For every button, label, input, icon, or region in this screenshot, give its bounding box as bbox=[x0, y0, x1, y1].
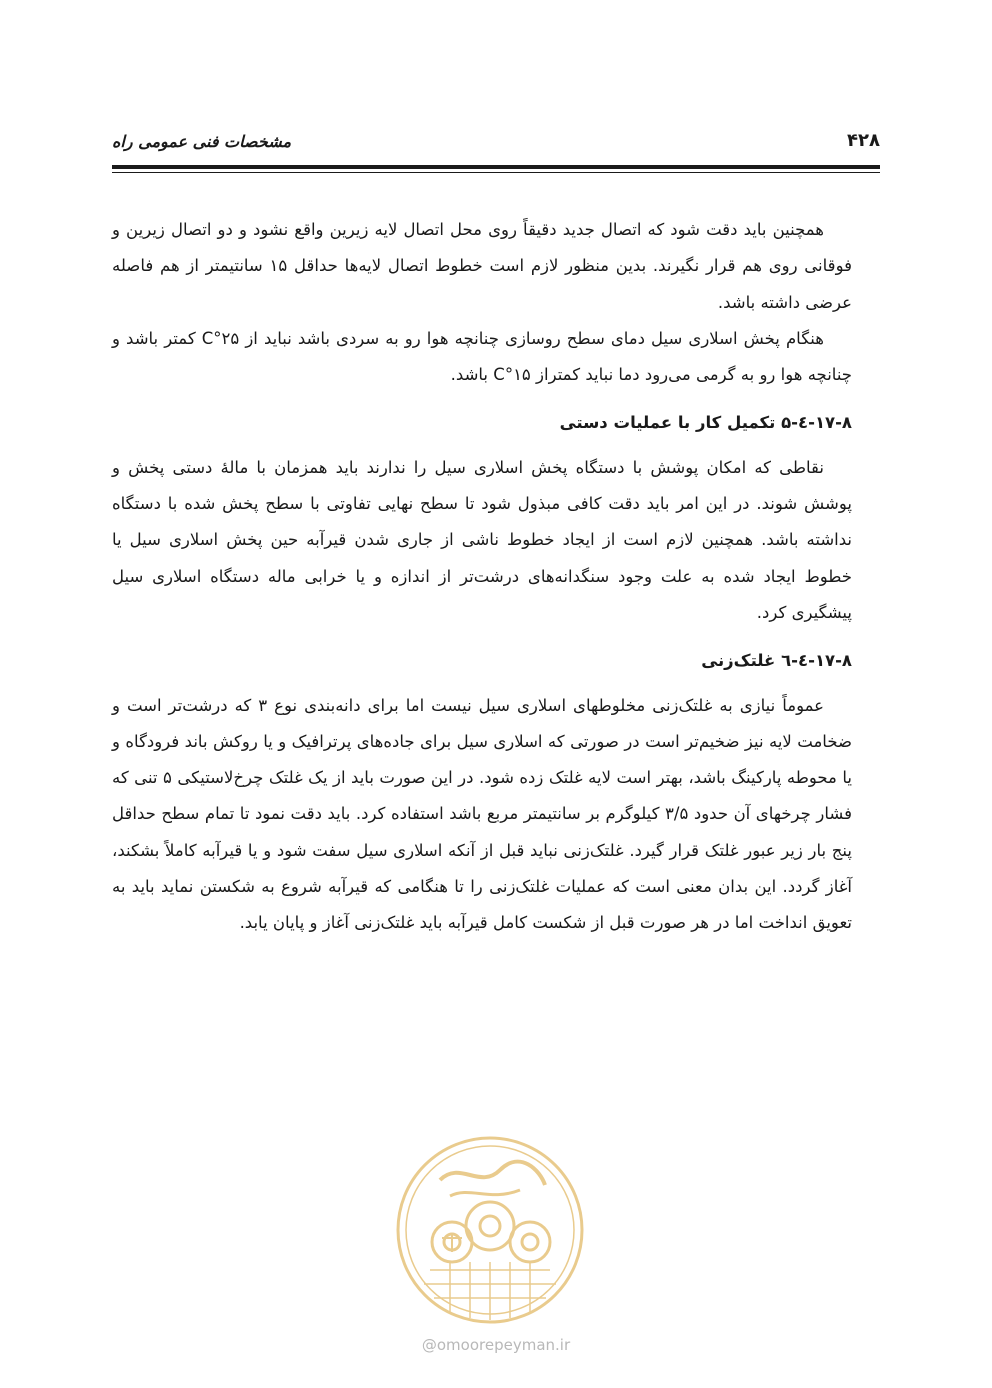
section-heading-manual-finishing: ۱۷-۸-٤-۵ تکمیل کار با عملیات دستی bbox=[559, 413, 852, 433]
page-number: ۴۲۸ bbox=[847, 130, 880, 151]
paragraph-joint-spacing: همچنین باید دقت شود که اتصال جدید دقیقاً روی محل اتصال لایه زیرین واقع نشود و دو اتصال زیرین و فوقانی روی هم قرار نگیرند. بدین منظور لازم است خطوط اتصال لایه‌ها حداقل ۱۵ سانتیمتر از هم فاصله عرضی داشته باشد. bbox=[112, 220, 852, 312]
body-text bbox=[112, 212, 852, 942]
paragraph-temperature: هنگام پخش اسلاری سیل دمای سطح روسازی چنانچه هوا رو به سردی باشد نباید از ۲۵°C کمتر باشد و چنانچه هوا رو به گرمی می‌رود دما نباید کمتراز ۱۵°C باشد. bbox=[112, 328, 852, 385]
book-title: مشخصات فنی عمومی راه bbox=[112, 132, 292, 151]
header-rule-thin bbox=[112, 172, 880, 173]
section-heading-rolling: ۱۷-۸-٤-٦ غلتک‌زنی bbox=[701, 651, 852, 671]
paragraph-manual-finishing: نقاطی که امکان پوشش با دستگاه پخش اسلاری سیل را ندارند باید همزمان با مالهٔ دستی پخش و پوشش شوند. در این امر باید دقت کافی مبذول شود تا سطح نهایی تفاوتی با سطح پخش شده با دستگاه نداشته باشد. همچنین لازم است از ایجاد خطوط ناشی از جاری شدن قیرآبه حین پخش اسلاری سیل یا خطوط ایجاد شده به علت وجود سنگدانه‌های درشت‌تر از اندازه و یا خرابی ماله دستگاه اسلاری سیل پیشگیری کرد. bbox=[112, 457, 852, 622]
watermark-logo-icon bbox=[390, 1130, 590, 1330]
watermark-url: @omoorepeyman.ir bbox=[421, 1336, 571, 1354]
paragraph-rolling: عموماً نیازی به غلتک‌زنی مخلوطهای اسلاری سیل نیست اما برای دانه‌بندی نوع ۳ که درشت‌تر است و ضخامت لایه نیز ضخیم‌تر است در صورتی که اسلاری سیل برای جاده‌های پرترافیک و یا روکش باند فرودگاه و یا محوطه پارکینگ باشد، بهتر است لایه غلتک زده شود. در این صورت باید از یک غلتک چرخ‌لاستیکی ۵ تنی که فشار چرخهای آن حدود ۳/۵ کیلوگرم بر سانتیمتر مربع باشد استفاده کرد. باید دقت نمود تا تمام سطح حداقل پنج بار زیر عبور غلتک قرار گیرد. غلتک‌زنی نباید قبل از آنکه اسلاری سیل سفت شود و یا قیرآبه کاملاً بشکند، آغاز گردد. این بدان معنی است که عملیات غلتک‌زنی را تا هنگامی که قیرآبه شروع به شکستن نماید باید به تعویق انداخت اما در هر صورت قبل از شکست کامل قیرآبه باید غلتک‌زنی آغاز و پایان یابد. bbox=[112, 695, 853, 933]
page-header bbox=[112, 128, 880, 158]
header-rule-thick bbox=[112, 165, 880, 169]
